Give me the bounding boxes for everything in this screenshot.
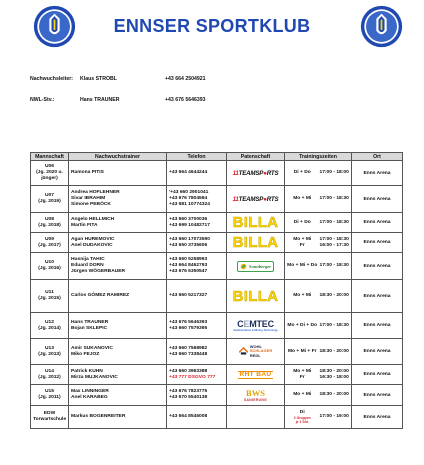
sponsor-subtext: Sedimentation & Mining Technology <box>233 328 278 332</box>
training-times-cell <box>285 313 352 339</box>
training-times-cell <box>285 339 352 365</box>
sponsor-cell <box>227 313 285 339</box>
phone-cell <box>167 233 227 253</box>
table-row <box>31 339 403 365</box>
table-row <box>31 186 403 213</box>
trainer-name: Martin FITA <box>71 222 98 228</box>
place-name: Enns Arena <box>363 196 391 202</box>
trainer-name: Bojan SKLEPIC <box>71 325 108 331</box>
table-row <box>31 280 403 313</box>
team-cell <box>31 406 69 429</box>
place-cell <box>352 253 403 280</box>
trainer-name: Hans TRAUNER <box>71 319 109 325</box>
training-time: 18:30 - 20:00 <box>319 348 349 354</box>
trainer-cell <box>69 339 167 365</box>
place-name: Enns Arena <box>363 263 391 269</box>
phone-number: +43 660 7338448 <box>169 351 208 357</box>
team-label: (Jg. 2020 u. <box>36 170 63 175</box>
trainer-cell <box>69 385 167 406</box>
phone-number: +43 676 7804594 <box>169 196 208 201</box>
sponsor-text: TEAMSP <box>238 169 264 177</box>
place-cell <box>352 385 403 406</box>
place-cell <box>352 280 403 313</box>
sponsor-text: Sonnberger <box>248 263 272 269</box>
sponsor-text: MTEC <box>249 318 274 329</box>
training-times-cell <box>285 365 352 385</box>
team-label: U10 <box>45 260 54 265</box>
training-days: Mo + Mi <box>293 368 312 374</box>
phone-number: +43 676 7823775 <box>169 389 208 394</box>
place-cell <box>352 339 403 365</box>
phone-number: +43 664 8462793 <box>169 263 208 268</box>
training-days: Mo + Mi + Fr <box>287 348 317 354</box>
team-label: U09 <box>45 236 54 242</box>
training-time: 17:00 - 18:00 <box>319 170 349 175</box>
sponsor-logo-billa: BILLA <box>232 214 279 231</box>
team-label: (Jg. 2018) <box>38 222 61 228</box>
sponsor-cell <box>227 385 285 406</box>
trainer-name: Anel KARABEG <box>71 395 108 400</box>
col-header-times: Trainingszeiten <box>285 153 352 161</box>
place-name: Enns Arena <box>363 170 391 176</box>
training-days: Fr <box>299 374 305 380</box>
training-times-cell <box>285 385 352 406</box>
phone-number: +43 660 5258993 <box>169 257 208 262</box>
phone-cell <box>167 213 227 233</box>
place-name: Enns Arena <box>363 349 391 354</box>
training-time: 17:00 - 18:30 <box>319 236 349 242</box>
phone-number: +43 660 5217327 <box>169 293 208 298</box>
roof-icon <box>239 347 248 355</box>
table-row <box>31 233 403 253</box>
place-name: Enns Arena <box>363 240 391 245</box>
col-header-phone: Telefon <box>167 153 227 161</box>
col-header-trainer: Nachwuchstrainer <box>69 153 167 161</box>
training-time: 17:00 - 18:30 <box>319 219 349 225</box>
table-row <box>31 406 403 429</box>
trainer-name: Agan HUREMOVIC <box>71 236 115 242</box>
team-label: (Jg. 2012) <box>38 374 61 380</box>
sponsor-logo-billa: BILLA <box>232 287 279 305</box>
sponsor-text: SCHLAGER <box>249 348 273 354</box>
place-name: Enns Arena <box>363 293 391 299</box>
training-time: 16:00 - 17:30 <box>319 242 349 248</box>
training-days: Di + Do <box>293 170 311 175</box>
training-days: Mo + Mi <box>293 293 312 298</box>
team-label: U08 <box>45 216 54 222</box>
team-cell <box>31 365 69 385</box>
col-header-team: Mannschaft <box>31 153 69 161</box>
phone-cell <box>167 186 227 213</box>
sponsor-text: 11 <box>232 195 239 203</box>
contact-name: Hans TRAUNER <box>80 97 120 103</box>
sponsor-text: BWS <box>246 387 265 398</box>
sponsor-logo-billa: BILLA <box>232 234 279 251</box>
contact-phone: +43 664 2504921 <box>165 76 206 82</box>
phone-number: +43 660 3963388 <box>169 368 208 374</box>
place-cell <box>352 313 403 339</box>
team-cell <box>31 385 69 406</box>
contact-phone: +43 676 5646393 <box>165 97 206 103</box>
sponsor-logo-11teamsports <box>233 196 279 203</box>
sponsor-logo-11teamsports <box>233 170 279 177</box>
training-times-cell <box>285 161 352 186</box>
training-times-cell <box>285 233 352 253</box>
sponsor-cell <box>227 339 285 365</box>
sponsor-subtext: SANIERUNG <box>243 397 268 402</box>
team-label: jünger) <box>41 176 58 181</box>
phone-number: +43 650 3735606 <box>169 242 208 248</box>
sponsor-text: RTS <box>266 169 279 177</box>
col-header-place: Ort <box>352 153 403 161</box>
team-label: U15 <box>45 389 54 394</box>
ball-icon: ● <box>263 169 267 177</box>
page-title: ENNSER SPORTKLUB <box>113 16 311 36</box>
trainer-cell <box>69 233 167 253</box>
sponsor-logo-rhtbau: RHT BAU <box>239 370 272 378</box>
team-label: (Jg. 2017) <box>38 242 61 248</box>
training-times-cell <box>285 213 352 233</box>
phone-cell <box>167 365 227 385</box>
training-time: 16:30 - 18:00 <box>319 374 349 380</box>
phone-cell <box>167 339 227 365</box>
training-time: 17:00 - 18:30 <box>319 322 349 328</box>
training-days: Di + Do <box>293 219 311 225</box>
place-cell <box>352 186 403 213</box>
trainer-name: Sivar IBRAHIM <box>71 196 106 201</box>
team-label: (Jg. 2016) <box>38 266 61 271</box>
trainer-name: Carlos GÓMEZ RAMIREZ <box>71 293 130 298</box>
phone-cell <box>167 280 227 313</box>
place-name: Enns Arena <box>363 414 391 420</box>
trainer-cell <box>69 365 167 385</box>
place-cell <box>352 213 403 233</box>
sponsor-cell <box>227 161 285 186</box>
contact-name: Klaus STROBL <box>80 76 117 82</box>
training-days: Mo + Mi <box>293 196 312 201</box>
place-name: Enns Arena <box>363 372 391 377</box>
team-label: EDW <box>43 411 56 416</box>
phone-cell <box>167 161 227 186</box>
training-times-cell <box>285 280 352 313</box>
table-row <box>31 385 403 406</box>
sponsor-text: C <box>237 318 244 329</box>
sponsor-logo-sonnberger <box>237 261 274 272</box>
trainer-name: Simone PEBÖCK <box>71 202 111 207</box>
sponsor-text: RTS <box>266 195 279 203</box>
trainer-cell <box>69 161 167 186</box>
place-cell <box>352 161 403 186</box>
sponsor-text: E <box>243 318 250 329</box>
sponsor-text: 11 <box>232 169 239 177</box>
phone-number: +43 660 7579395 <box>169 325 208 331</box>
phone-number: +43 777 DSGVO 777 <box>169 374 216 380</box>
phone-number: +43 676 6350547 <box>169 269 208 274</box>
trainer-name: Markus BOGENREITER <box>71 414 126 419</box>
team-label: Torwartschule <box>33 417 67 422</box>
trainer-name: Eduard DORN <box>71 263 104 268</box>
team-label: (Jg. 2013) <box>38 351 61 357</box>
trainer-name: Mirza MUJKANOVIC <box>71 374 118 380</box>
team-label: U14 <box>45 368 54 374</box>
contact-deputy <box>30 97 330 105</box>
sponsor-text: REDL <box>249 352 261 358</box>
schedule-table <box>30 152 403 429</box>
table-row <box>31 253 403 280</box>
sponsor-cell <box>227 233 285 253</box>
phone-number: +43 660 7568982 <box>169 345 208 351</box>
trainer-name: Andrea HOFLEHNER <box>71 190 120 195</box>
sponsor-text: WOHL <box>249 344 262 350</box>
training-time: 17:00 - 18:30 <box>319 196 349 201</box>
training-days-note: 2 Gruppen <box>293 416 311 420</box>
trainer-name: Patrick KUHN <box>71 368 103 374</box>
team-label: (Jg. 2019) <box>38 199 61 204</box>
phone-cell <box>167 313 227 339</box>
training-days: Mo + Mi <box>293 392 312 397</box>
phone-number: +43 676 5646393 <box>169 319 208 325</box>
team-label: U07 <box>45 193 54 198</box>
sponsor-cell <box>227 186 285 213</box>
training-days-note: je 1 Std. <box>295 420 309 424</box>
sponsor-cell <box>227 280 285 313</box>
place-name: Enns Arena <box>363 220 391 225</box>
place-cell <box>352 406 403 429</box>
phone-number: +43 660 17073590 <box>169 236 210 242</box>
training-time: 17:00 - 18:30 <box>319 263 349 268</box>
training-time: 18:30 - 20:00 <box>319 368 349 374</box>
trainer-name: Max LINNINGER <box>71 389 109 394</box>
place-cell <box>352 365 403 385</box>
trainer-cell <box>69 280 167 313</box>
sponsor-cell <box>227 365 285 385</box>
team-cell <box>31 233 69 253</box>
trainer-name: Ramona PITIS <box>71 170 104 175</box>
contact-role: Nachwuchsleiter: <box>30 76 73 82</box>
sponsor-cell <box>227 213 285 233</box>
training-days: Mo + Di + Do <box>287 322 318 328</box>
team-cell <box>31 313 69 339</box>
phone-number: +43 681 10774324 <box>169 202 210 207</box>
phone-number: +43 664 4644244 <box>169 170 208 175</box>
team-label: (Jg. 2015) <box>38 296 61 301</box>
training-time: 17:00 - 19:00 <box>319 414 349 419</box>
training-times-cell <box>285 186 352 213</box>
team-label: (Jg. 2011) <box>38 395 61 400</box>
trainer-name: Jürgen WÖGERBAUER <box>71 269 126 274</box>
trainer-name: Husnija TAHIC <box>71 257 105 262</box>
trainer-cell <box>69 313 167 339</box>
team-label: (Jg. 2014) <box>38 325 61 331</box>
place-cell <box>352 233 403 253</box>
team-cell <box>31 186 69 213</box>
trainer-name: Miko FEJOZ <box>71 351 100 357</box>
table-row <box>31 161 403 186</box>
trainer-name: Anel DUDAKOVIC <box>71 242 113 248</box>
team-label: U06 <box>45 164 54 169</box>
team-label: U12 <box>45 319 54 325</box>
phone-number: +43 699 10482717 <box>169 222 210 228</box>
phone-cell <box>167 253 227 280</box>
trainer-cell <box>69 186 167 213</box>
training-time: 18:30 - 20:00 <box>319 293 349 298</box>
team-label: U13 <box>45 345 54 351</box>
training-days: Mo + Mi <box>293 236 312 242</box>
sponsor-logo-bws <box>227 387 284 402</box>
table-header-row <box>31 153 403 161</box>
table-row <box>31 365 403 385</box>
training-days: Mo + Mi + Do <box>287 263 318 268</box>
trainer-cell <box>69 253 167 280</box>
place-name: Enns Arena <box>363 323 391 328</box>
col-header-sponsor: Patenschaft <box>227 153 285 161</box>
table-row <box>31 313 403 339</box>
team-label: U11 <box>45 290 54 295</box>
team-cell <box>31 339 69 365</box>
ball-icon: ● <box>263 195 267 203</box>
sponsor-cell <box>227 253 285 280</box>
sponsor-cell <box>227 406 285 429</box>
training-time: 18:30 - 20:00 <box>319 392 349 397</box>
phone-number: +43 670 5540138 <box>169 395 208 400</box>
sponsor-logo-cemtec <box>227 320 284 332</box>
phone-number: +43 664 8545008 <box>169 414 208 419</box>
team-cell <box>31 161 69 186</box>
trainer-cell <box>69 406 167 429</box>
phone-number: +43 660 3700036 <box>169 216 208 222</box>
phone-number: '+43 660 2901041 <box>169 190 209 195</box>
trainer-cell <box>69 213 167 233</box>
sponsor-text: TEAMSP <box>238 195 264 203</box>
table-row <box>31 213 403 233</box>
place-name: Enns Arena <box>363 392 391 398</box>
team-cell <box>31 253 69 280</box>
phone-cell <box>167 406 227 429</box>
trainer-name: Amir SUKANOVIC <box>71 345 113 351</box>
team-cell <box>31 280 69 313</box>
trainer-name: Angelo HELLMICH <box>71 216 115 222</box>
training-days: Di <box>299 410 305 415</box>
contact-role: NWL-Stv.: <box>30 97 55 103</box>
sponsor-logo-wohlschlager <box>239 345 272 358</box>
training-times-cell <box>285 253 352 280</box>
team-cell <box>31 213 69 233</box>
leaf-icon <box>240 263 247 270</box>
phone-cell <box>167 385 227 406</box>
contact-head <box>30 76 330 84</box>
training-days: Fr <box>299 242 305 248</box>
training-times-cell <box>285 406 352 429</box>
